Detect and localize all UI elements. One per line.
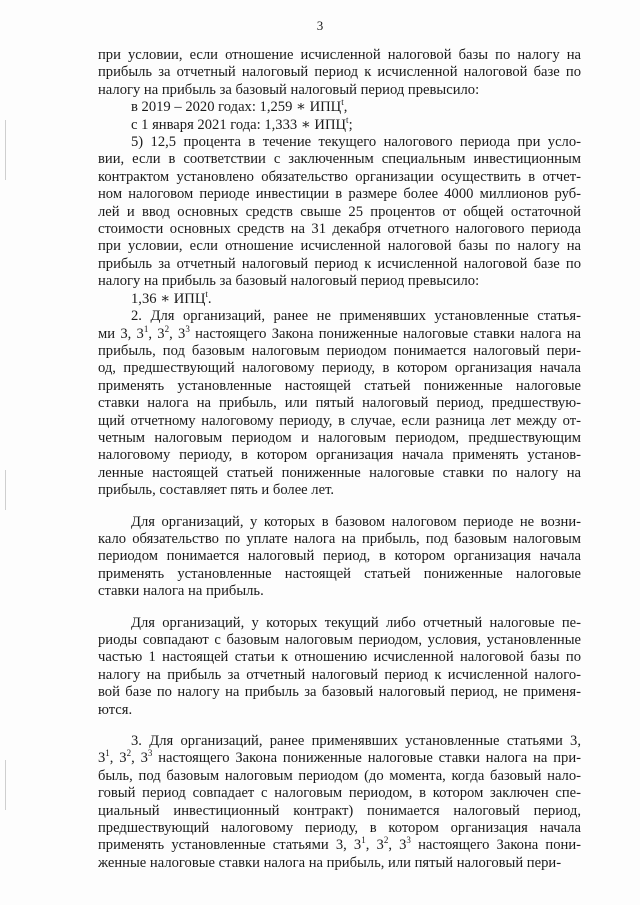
text-line: применять установленные настоящей статьей пониженные налоговые <box>98 565 581 582</box>
text-line: женные налоговые ставки налога на прибыль, или пятый налоговый пери- <box>98 854 562 871</box>
text-line: прибыль, составляет пять и более лет. <box>98 482 334 499</box>
formula-line: в 2019 – 2020 годах: 1,259 ∗ ИПЦ$^t$, <box>131 97 348 116</box>
text-line: Для организаций, у которых в базовом налоговом периоде не возни- <box>131 513 581 530</box>
scan-edge-mark <box>5 470 6 510</box>
text-line: Для организаций, у которых текущий либо отчетный налоговые пе- <box>131 614 581 631</box>
scan-edge-mark <box>5 760 6 810</box>
text-line: налогу на прибыль за отчетный налоговый период к исчисленной налого- <box>98 666 581 683</box>
text-line: применять установленные статьями 3, $3^1$, $3^2$, $3^3$ настоящего Закона пони- <box>98 835 581 854</box>
text-line: вой базе по налогу на прибыль за базовый налоговый период, не применя- <box>98 684 581 701</box>
text-line: налогу на прибыль за базовый налоговый период превысило: <box>98 81 480 98</box>
text-line: говый период совпадает с налоговым периодом, в котором заключен спе- <box>98 785 581 802</box>
text-line: периодом понимается налоговый период, в котором организация начала <box>98 548 581 565</box>
text-line: ставки налога на прибыль. <box>98 583 264 600</box>
text-line: циальный инвестиционный контракт) понимается налоговый период, <box>98 802 581 819</box>
text-line: предшествующий налоговому периоду, в котором организация начала <box>98 820 581 837</box>
formula-line: 1,36 ∗ ИПЦ$^t$. <box>131 288 212 307</box>
text-line: ются. <box>98 701 133 718</box>
text-line: ми 3, $3^1$, $3^2$, $3^3$ настоящего Закона пониженные налоговые ставки налога на <box>98 323 581 342</box>
text-line: применять установленные настоящей статьей пониженные налоговые <box>98 377 581 394</box>
text-line: контрактом установлено обязательство организации осуществить в отчет- <box>98 168 581 185</box>
paragraph-gap <box>98 719 581 733</box>
text-line: четным налоговым периодом и налоговым периодом, предшествующим <box>98 429 581 446</box>
text-line: налогу на прибыль за базовый налоговый период превысило: <box>98 273 480 290</box>
page-number: 3 <box>316 18 324 33</box>
paragraph-gap <box>98 601 581 615</box>
text-line: при условии, если отношение исчисленной налоговой базы по налогу на <box>98 47 581 63</box>
formula-line: с 1 января 2021 года: 1,333 ∗ ИПЦ$^t$; <box>131 114 353 133</box>
text-line: прибыль за отчетный налоговый период к исчисленной налоговой базе по <box>98 255 581 272</box>
text-line: лей и ввод основных средств свыше 25 процентов от общей остаточной <box>98 203 581 220</box>
scan-edge-mark <box>5 120 6 180</box>
paragraph-gap <box>98 500 581 514</box>
text-line: быль, под базовым налоговым периодом (до момента, когда базовый нало- <box>98 767 581 784</box>
text-line: 3. Для организаций, ранее применявших установленные статьями 3, <box>131 733 581 750</box>
text-line: од, предшествующий налоговому периоду, в котором организация начала <box>98 360 581 377</box>
text-line: налоговому периоду, в котором организация начала применять установ- <box>98 447 581 464</box>
text-line: кало обязательство по уплате налога на прибыль, под базовым налоговым <box>98 530 581 547</box>
text-line: риоды совпадают с базовым налоговым периодом, условия, установленные <box>98 632 581 648</box>
text-line: стоимости основных средств на 31 декабря отчетного налогового периода <box>98 221 581 238</box>
text-line: 5) 12,5 процента в течение текущего налогового периода при усло- <box>131 134 581 151</box>
text-line: $3^1$, $3^2$, $3^3$ настоящего Закона пониженные налоговые ставки налога на при- <box>98 748 581 767</box>
text-line: частью 1 настоящей статьи к отношению исчисленной налоговой базы по <box>98 649 581 666</box>
text-line: ленные настоящей статьей пониженные налоговые ставки по налогу на <box>98 464 581 481</box>
text-line: 2. Для организаций, ранее не применявших установленные статья- <box>131 308 581 325</box>
text-line: ставки налога на прибыль, или пятый налоговый период, предшествую- <box>98 395 581 412</box>
text-line: ном налоговом периоде инвестиции в размере более 4000 миллионов руб- <box>98 186 581 203</box>
text-line: щий отчетному налоговому периоду, в случае, если разница лет между от- <box>98 412 581 429</box>
text-line: при условии, если отношение исчисленной налоговой базы по налогу на <box>98 238 581 255</box>
text-line: прибыль, под базовым налоговым периодом понимается налоговый пери- <box>98 342 581 359</box>
text-line: вии, если в соответствии с заключенным специальным инвестиционным <box>98 151 581 168</box>
text-line: прибыль за отчетный налоговый период к исчисленной налоговой базе по <box>98 64 581 81</box>
document-body <box>98 47 581 872</box>
